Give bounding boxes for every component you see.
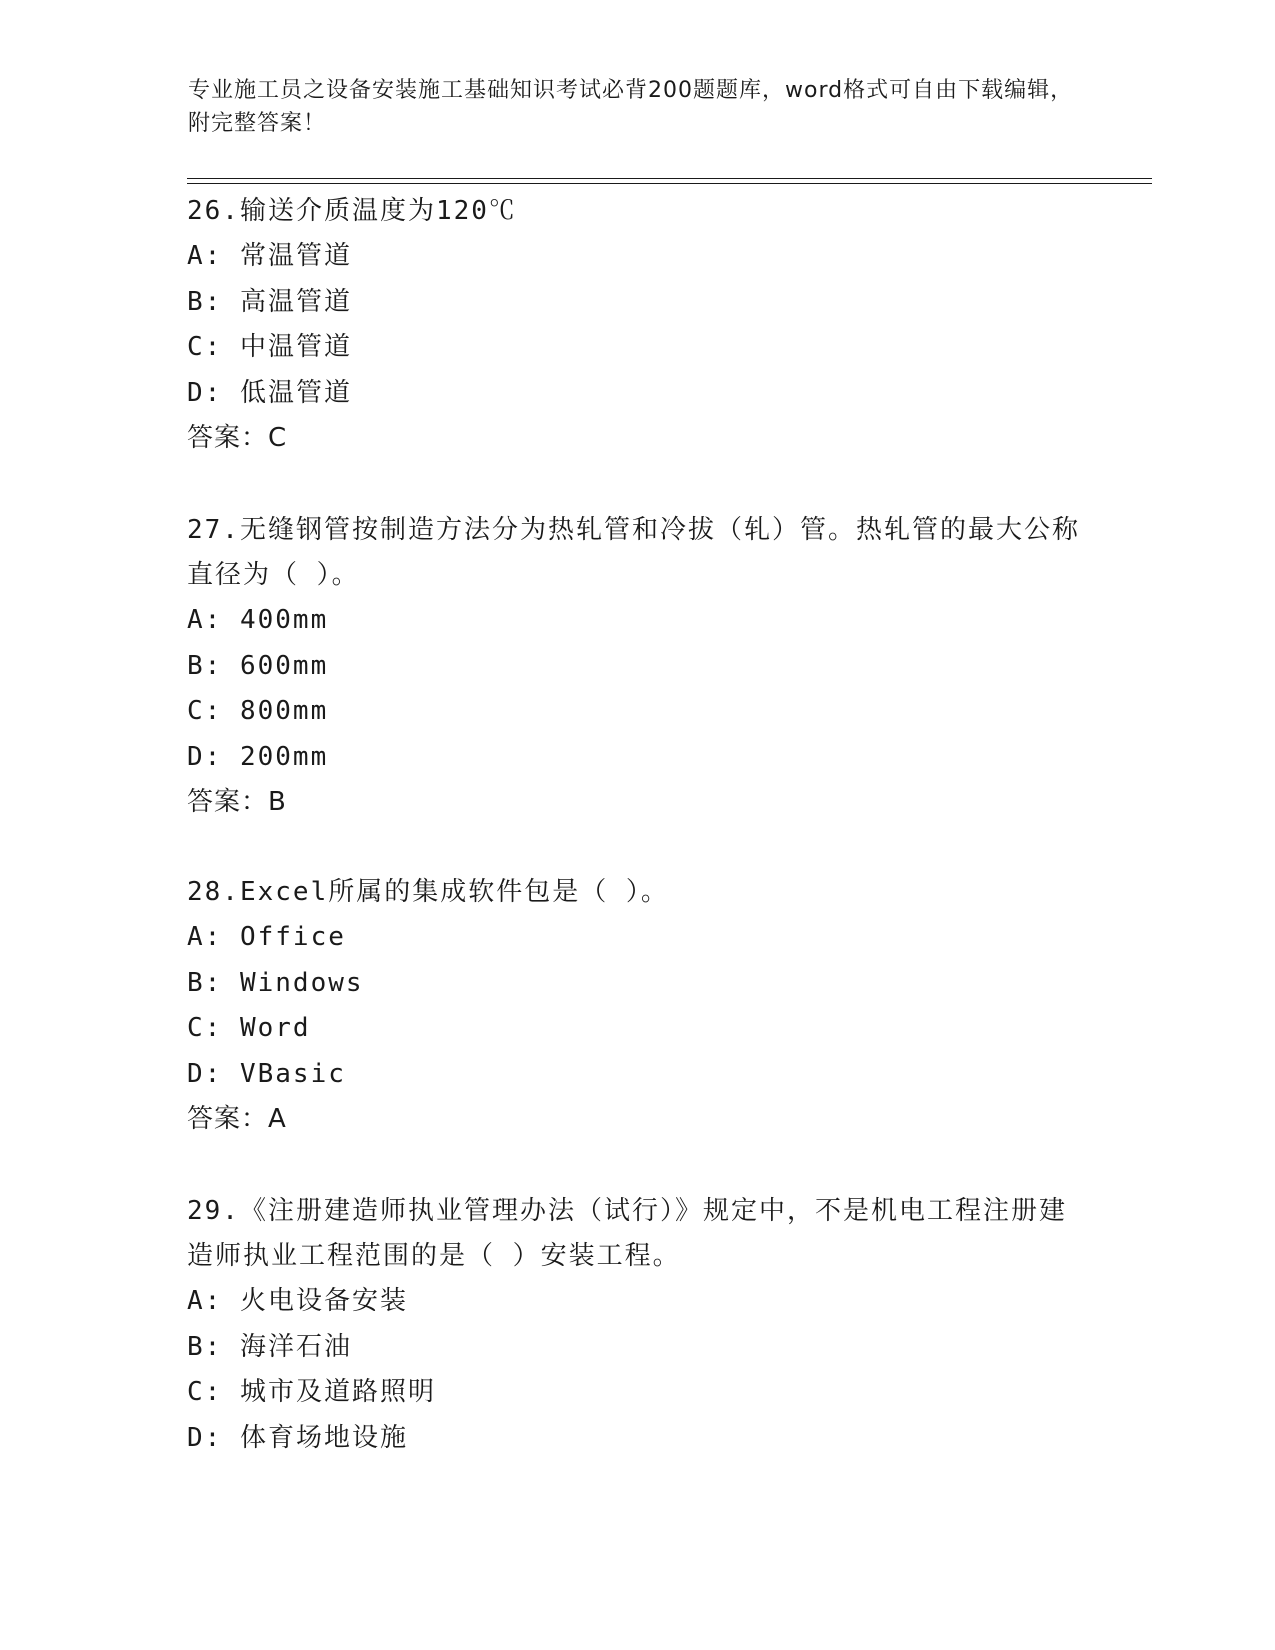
- question-text: 27.无缝钢管按制造方法分为热轧管和冷拔（轧）管。热轧管的最大公称直径为（ ）。: [187, 515, 1080, 590]
- header-divider-bottom: [187, 183, 1152, 184]
- answer: 答案：B: [187, 787, 287, 817]
- document-header: 专业施工员之设备安装施工基础知识考试必背200题题库，word格式可自由下载编辑，附完整答案！: [188, 78, 1074, 136]
- question-text: 26.输送介质温度为120℃: [187, 196, 517, 226]
- option-c: C: 800mm: [187, 696, 329, 726]
- question-29: [187, 1189, 1087, 1461]
- option-a: A: 常温管道: [187, 241, 352, 271]
- question-26: [187, 189, 1087, 461]
- option-d: D: 低温管道: [187, 377, 352, 408]
- question-27: [187, 508, 1087, 825]
- answer: 答案：A: [187, 1104, 287, 1134]
- option-a: A: Office: [187, 922, 346, 952]
- option-d: D: VBasic: [187, 1058, 346, 1089]
- question-text: 28.Excel所属的集成软件包是（ ）。: [187, 877, 669, 907]
- option-b: B: 海洋石油: [187, 1331, 352, 1362]
- question-text: 29.《注册建造师执业管理办法（试行）》规定中，不是机电工程注册建造师执业工程范围的是（ ）安装工程。: [187, 1196, 1067, 1271]
- option-a: A: 火电设备安装: [187, 1286, 408, 1316]
- option-b: B: 600mm: [187, 650, 329, 681]
- option-c: C: 城市及道路照明: [187, 1377, 436, 1407]
- option-a: A: 400mm: [187, 605, 329, 635]
- option-b: B: Windows: [187, 967, 364, 998]
- option-b: B: 高温管道: [187, 286, 352, 317]
- answer: 答案：C: [187, 423, 288, 453]
- option-c: C: 中温管道: [187, 332, 352, 362]
- option-d: D: 体育场地设施: [187, 1422, 408, 1453]
- option-d: D: 200mm: [187, 741, 329, 772]
- header-divider-top: [187, 178, 1152, 179]
- question-28: [187, 870, 1087, 1142]
- option-c: C: Word: [187, 1013, 311, 1043]
